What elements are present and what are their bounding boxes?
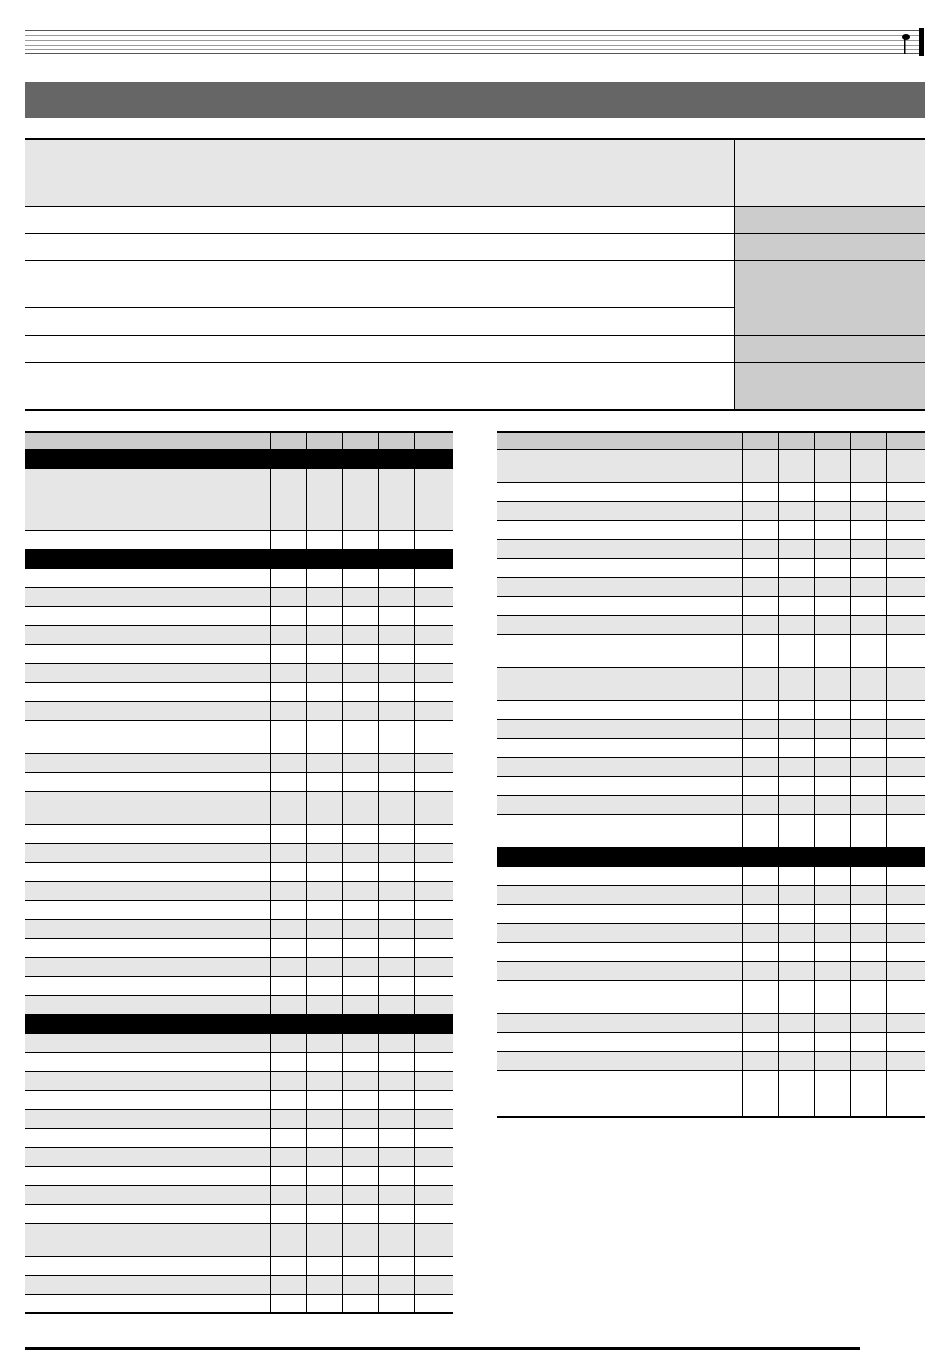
table-row (25, 469, 453, 531)
table-row (25, 1072, 453, 1091)
table-row (497, 521, 925, 540)
table-row (497, 924, 925, 943)
table-row (25, 977, 453, 996)
table-row (25, 1110, 453, 1129)
summary-row (25, 363, 925, 409)
table-row (25, 958, 453, 977)
table-row (25, 721, 453, 754)
table-row (25, 569, 453, 588)
table-row (25, 1224, 453, 1257)
table-row (25, 1129, 453, 1148)
table-section-row (25, 550, 453, 569)
summary-header-row (25, 140, 925, 207)
table-row (25, 1091, 453, 1110)
table-row (497, 1014, 925, 1033)
table-row (25, 607, 453, 626)
table-row (497, 616, 925, 635)
table-row (25, 1205, 453, 1224)
table-row (25, 792, 453, 825)
table-row (25, 1186, 453, 1205)
table-row (497, 483, 925, 502)
table-row (25, 1276, 453, 1295)
table-row (497, 777, 925, 796)
table-section-row (25, 450, 453, 469)
table-row (497, 502, 925, 521)
table-row (25, 1053, 453, 1072)
table-row (25, 920, 453, 939)
table-row (497, 1071, 925, 1118)
right-grid-table (497, 431, 925, 1118)
table-row (497, 701, 925, 720)
summary-row (25, 336, 925, 363)
table-row (497, 1052, 925, 1071)
table-row (497, 867, 925, 886)
table-row (25, 1167, 453, 1186)
table-row (25, 901, 453, 920)
table-row (497, 758, 925, 777)
table-row (25, 626, 453, 645)
table-row (497, 905, 925, 924)
summary-row (25, 234, 925, 261)
table-row (25, 702, 453, 721)
table-row (25, 773, 453, 792)
table-row (497, 815, 925, 848)
table-row (497, 668, 925, 701)
table-row (25, 863, 453, 882)
left-grid-table (25, 431, 453, 1314)
table-row (25, 645, 453, 664)
table-row (497, 635, 925, 668)
table-row (497, 559, 925, 578)
table-row (25, 531, 453, 550)
table-row (497, 597, 925, 616)
table-row (25, 1257, 453, 1276)
table-row (25, 825, 453, 844)
table-row (497, 720, 925, 739)
table-row (25, 1295, 453, 1314)
footer-rule (25, 1347, 860, 1350)
table-row (25, 882, 453, 901)
table-row (497, 450, 925, 483)
table-row (25, 1148, 453, 1167)
table-row (25, 939, 453, 958)
table-row (497, 540, 925, 559)
music-note-icon (900, 28, 916, 54)
table-header-row (497, 431, 925, 450)
table-row (497, 886, 925, 905)
table-row (497, 578, 925, 597)
table-row (25, 754, 453, 773)
table-row (25, 1034, 453, 1053)
table-row (25, 664, 453, 683)
staff-end-bar (919, 28, 924, 56)
table-row (497, 739, 925, 758)
table-section-row (25, 1015, 453, 1034)
page-header-staff (25, 30, 923, 54)
table-row (25, 588, 453, 607)
section-banner (25, 82, 925, 118)
table-row (497, 962, 925, 981)
table-row (25, 996, 453, 1015)
table-row (497, 943, 925, 962)
table-row (25, 683, 453, 702)
summary-row (25, 207, 925, 234)
table-row (497, 1033, 925, 1052)
table-row (25, 844, 453, 863)
table-section-row (497, 848, 925, 867)
summary-merged-row (25, 261, 925, 336)
summary-table (25, 138, 925, 411)
table-row (497, 981, 925, 1014)
table-header-row (25, 431, 453, 450)
table-row (497, 796, 925, 815)
